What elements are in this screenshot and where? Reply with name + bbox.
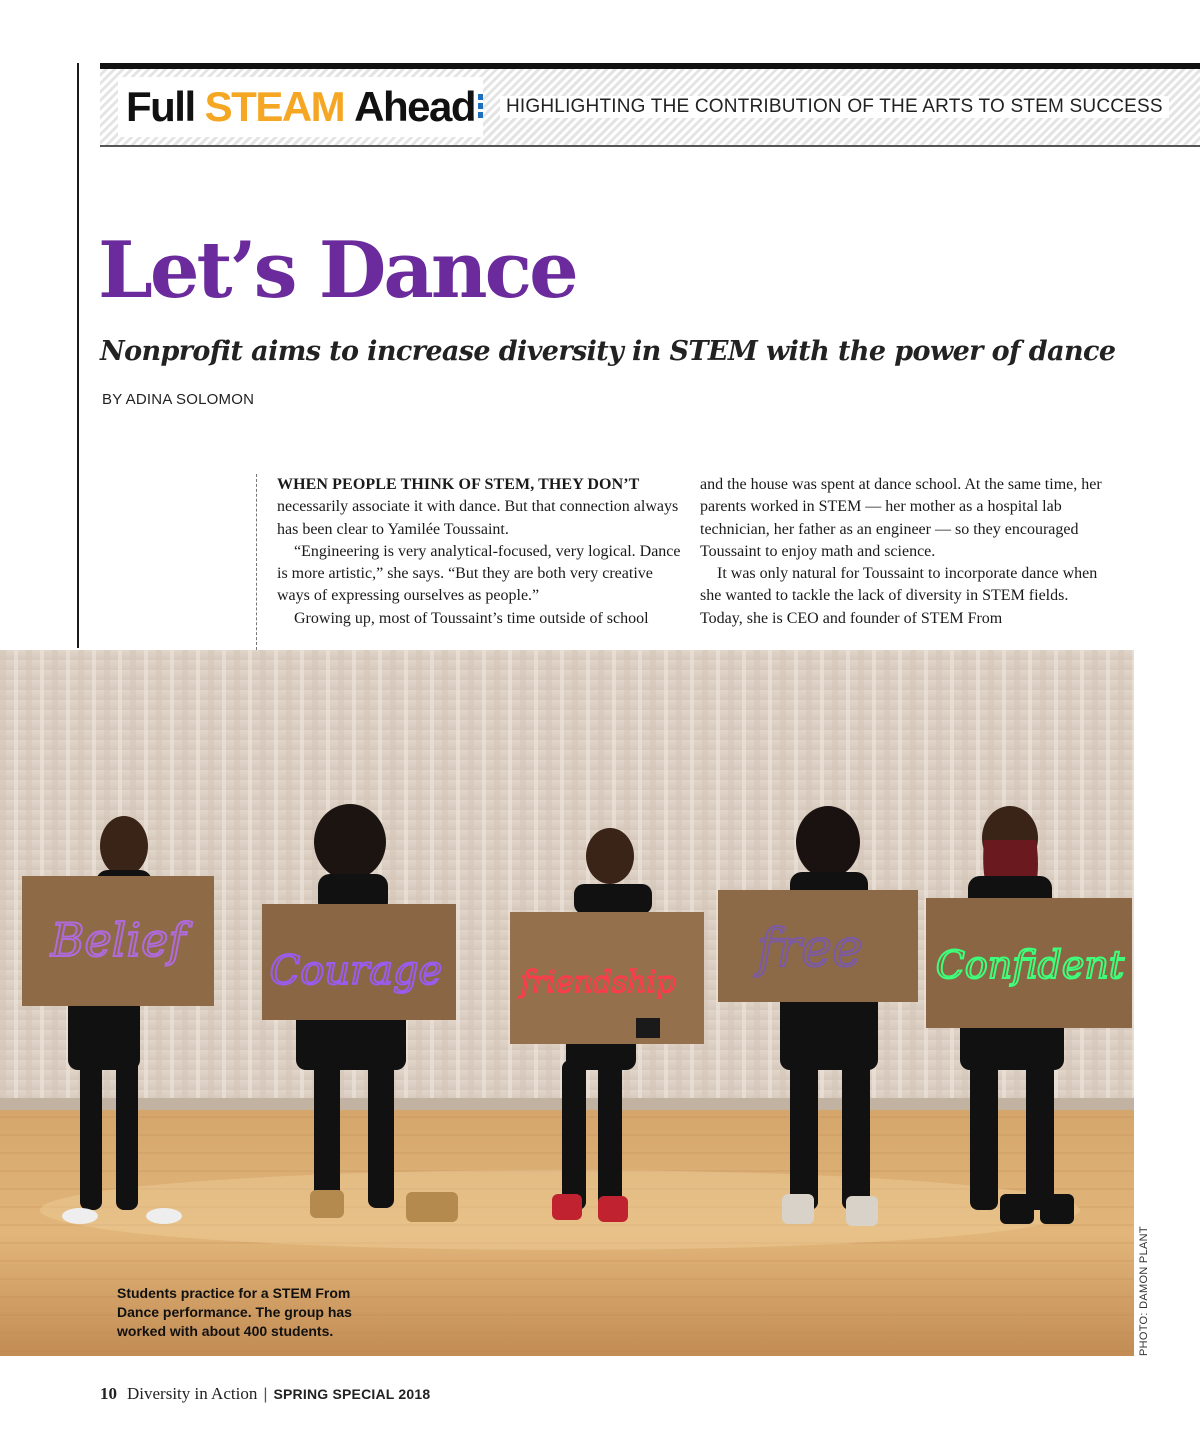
body-paragraph: “Engineering is very analytical-focused, very logical. Dance is more artistic,” she says. “But they are both very creative ways of expressing ourselves as people.” xyxy=(277,542,681,605)
column-dashed-rule xyxy=(256,474,257,650)
article-deck: Nonprofit aims to increase diversity in STEM with the power of dance xyxy=(100,336,1116,367)
section-title-full: Full xyxy=(126,83,195,130)
body-column-1 xyxy=(277,474,687,630)
issue-label: SPRING SPECIAL 2018 xyxy=(273,1386,431,1402)
body-column-2 xyxy=(700,474,1110,630)
dotted-divider-icon xyxy=(478,94,484,122)
footer-separator: | xyxy=(263,1386,268,1403)
sign-confident xyxy=(926,898,1132,1028)
body-paragraph: and the house was spent at dance school. At the same time, her parents worked in STEM — her mother as a hospital lab technician, her father as an engineer — so they encouraged Toussaint to enjoy math and science. xyxy=(700,476,1102,560)
photo-credit: PHOTO: DAMON PLANT xyxy=(1138,1226,1150,1356)
section-title xyxy=(118,77,483,137)
body-paragraph: Growing up, most of Toussaint’s time outside of school xyxy=(294,609,649,627)
sign-belief-label: Belief xyxy=(50,913,186,967)
photo-caption: Students practice for a STEM From Dance performance. The group has worked with about 400 students. xyxy=(117,1285,352,1339)
sign-confident-label: Confident xyxy=(935,943,1125,987)
publication-name: Diversity in Action xyxy=(127,1384,258,1403)
section-header xyxy=(100,63,1200,147)
page-number: 10 xyxy=(100,1384,117,1403)
header-bottom-rule xyxy=(100,145,1200,147)
body-paragraph: It was only natural for Toussaint to incorporate dance when she wanted to tackle the lack of diversity in STEM fields. Today, she is CEO and founder of STEM From xyxy=(700,565,1098,627)
lead-in: WHEN PEOPLE THINK OF STEM, THEY DON’T xyxy=(277,476,640,493)
sign-free xyxy=(718,890,918,1002)
section-title-steam: STEAM xyxy=(204,83,345,130)
article-headline: Let’s Dance xyxy=(98,225,576,316)
article-photo xyxy=(0,650,1134,1356)
sign-belief xyxy=(22,876,214,1006)
sign-courage xyxy=(262,904,456,1020)
sign-free-label: free xyxy=(757,919,863,979)
sign-friendship-label: friendship xyxy=(520,965,676,1000)
left-margin-rule xyxy=(77,63,79,648)
section-tagline: HIGHLIGHTING THE CONTRIBUTION OF THE ARTS TO STEM SUCCESS xyxy=(500,96,1169,118)
sign-courage-label: Courage xyxy=(269,948,443,994)
page-footer xyxy=(100,1384,430,1404)
section-title-ahead: Ahead xyxy=(354,83,476,130)
sign-friendship xyxy=(510,912,704,1044)
body-paragraph: WHEN PEOPLE THINK OF STEM, THEY DON’T necessarily associate it with dance. But that connection always has been clear to Yamilée Toussaint. xyxy=(277,476,679,538)
article-byline: BY ADINA SOLOMON xyxy=(102,391,255,408)
